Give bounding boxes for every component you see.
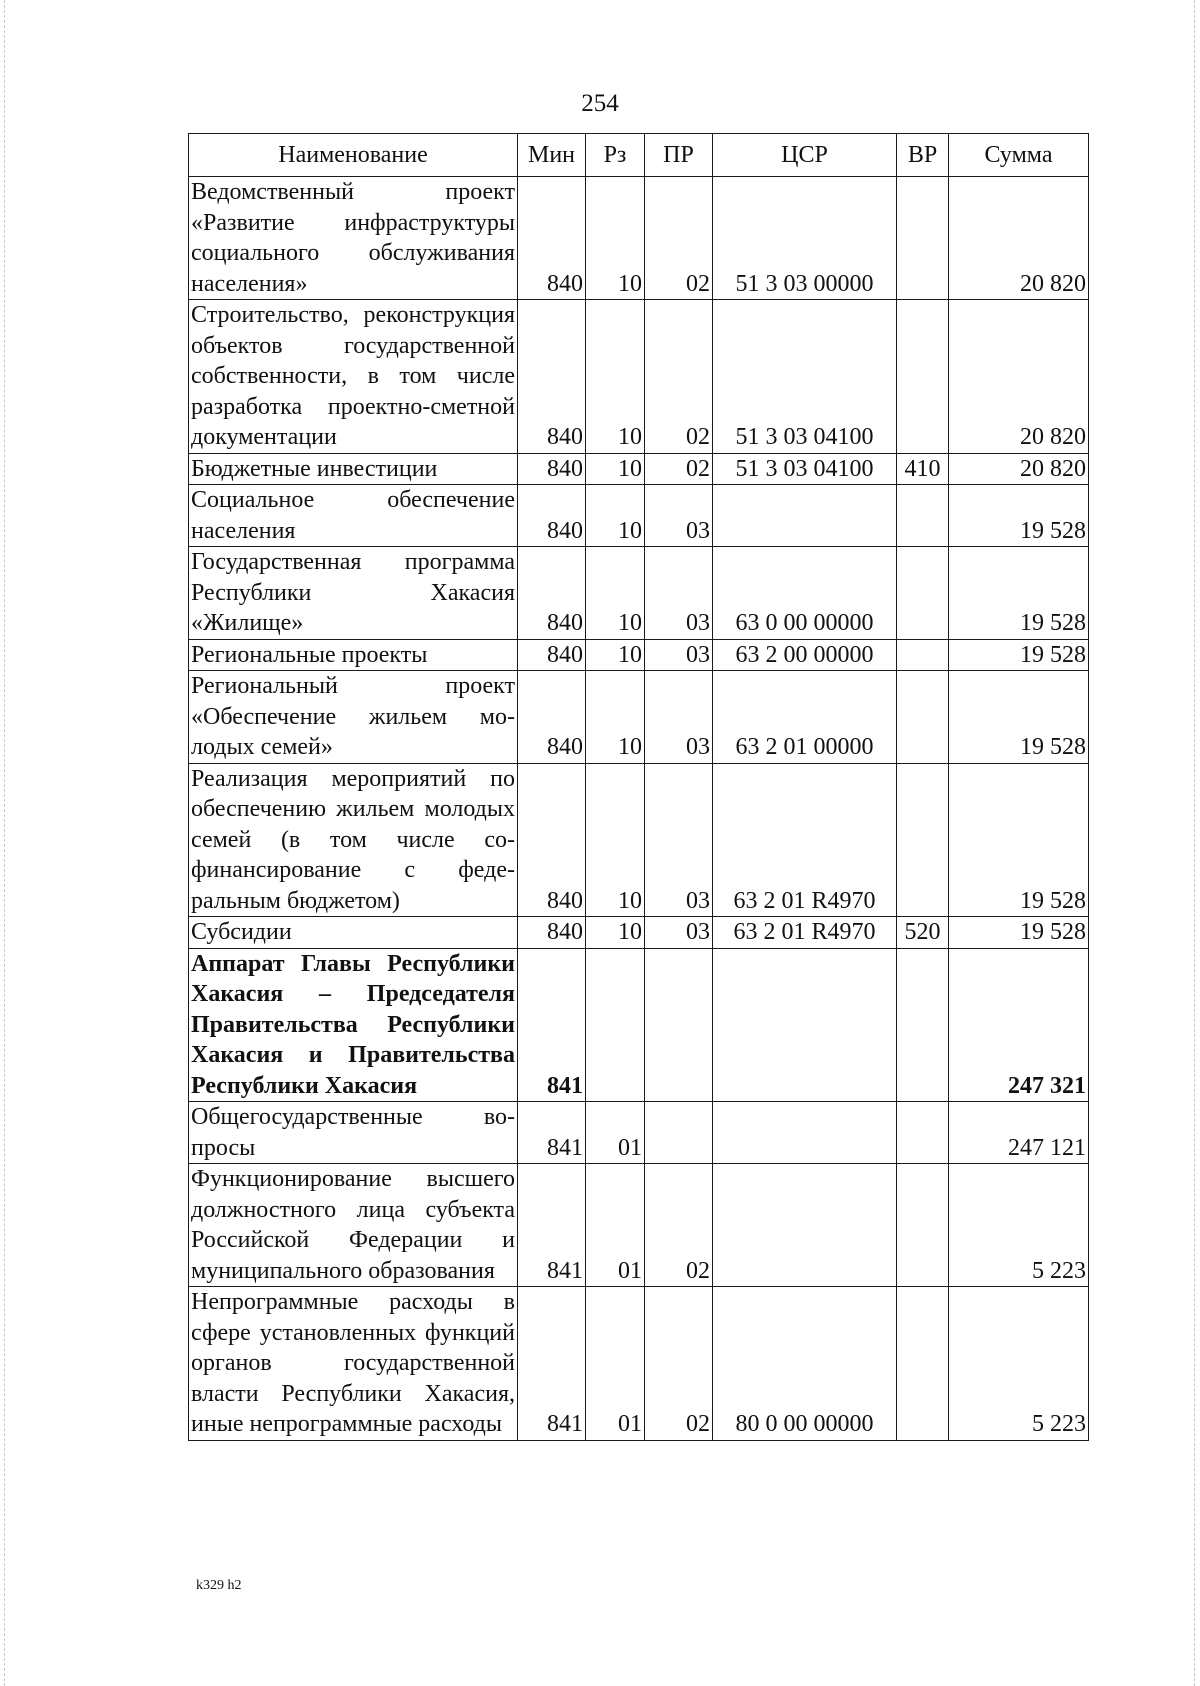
cell-pr: 03 xyxy=(645,547,713,640)
cell-rz: 01 xyxy=(586,1287,645,1441)
cell-rz: 10 xyxy=(586,763,645,917)
cell-name: Ведомственный проект «Развитие инфраструктуры социального обслуживания населения» xyxy=(189,177,518,300)
table-row xyxy=(189,917,1089,949)
cell-pr: 03 xyxy=(645,639,713,671)
cell-vr xyxy=(897,485,949,547)
cell-min: 840 xyxy=(518,300,586,454)
table-row xyxy=(189,177,1089,300)
cell-sum: 20 820 xyxy=(949,453,1089,485)
cell-vr xyxy=(897,671,949,764)
cell-min: 841 xyxy=(518,1102,586,1164)
cell-csr xyxy=(713,1164,897,1287)
header-sum: Сумма xyxy=(949,134,1089,177)
cell-vr xyxy=(897,547,949,640)
cell-sum: 247 321 xyxy=(949,948,1089,1102)
cell-name: Непрограммные расходы в сфере установленных функций органов государственной власти Республики Хакасия, иные непрограммные расходы xyxy=(189,1287,518,1441)
table-row xyxy=(189,671,1089,764)
cell-vr xyxy=(897,948,949,1102)
cell-vr xyxy=(897,1164,949,1287)
cell-rz xyxy=(586,948,645,1102)
table-row xyxy=(189,1102,1089,1164)
cell-min: 840 xyxy=(518,177,586,300)
table-row xyxy=(189,453,1089,485)
cell-vr: 520 xyxy=(897,917,949,949)
cell-name: Аппарат Главы Республики Хакасия – Председателя Правительства Республики Хакасия и Правительства Республики Хакасия xyxy=(189,948,518,1102)
cell-sum: 5 223 xyxy=(949,1287,1089,1441)
cell-rz: 10 xyxy=(586,639,645,671)
header-min: Мин xyxy=(518,134,586,177)
cell-rz: 10 xyxy=(586,453,645,485)
cell-name: Субсидии xyxy=(189,917,518,949)
cell-min: 840 xyxy=(518,453,586,485)
table-row xyxy=(189,485,1089,547)
cell-pr: 02 xyxy=(645,300,713,454)
cell-rz: 01 xyxy=(586,1164,645,1287)
table-row xyxy=(189,1287,1089,1441)
header-rz: Рз xyxy=(586,134,645,177)
cell-rz: 01 xyxy=(586,1102,645,1164)
cell-vr xyxy=(897,177,949,300)
cell-sum: 19 528 xyxy=(949,547,1089,640)
cell-sum: 19 528 xyxy=(949,917,1089,949)
header-vr: ВР xyxy=(897,134,949,177)
cell-csr: 51 3 03 04100 xyxy=(713,300,897,454)
cell-rz: 10 xyxy=(586,300,645,454)
cell-csr xyxy=(713,485,897,547)
cell-name: Бюджетные инвестиции xyxy=(189,453,518,485)
scan-edge-left xyxy=(4,0,6,1686)
cell-rz: 10 xyxy=(586,917,645,949)
cell-csr xyxy=(713,1102,897,1164)
header-pr: ПР xyxy=(645,134,713,177)
cell-vr xyxy=(897,1287,949,1441)
table-row xyxy=(189,948,1089,1102)
cell-rz: 10 xyxy=(586,485,645,547)
cell-sum: 19 528 xyxy=(949,763,1089,917)
cell-csr: 63 2 01 R4970 xyxy=(713,763,897,917)
cell-rz: 10 xyxy=(586,177,645,300)
table-row xyxy=(189,300,1089,454)
cell-min: 840 xyxy=(518,639,586,671)
header-row xyxy=(189,134,1089,177)
header-csr: ЦСР xyxy=(713,134,897,177)
cell-sum: 19 528 xyxy=(949,671,1089,764)
cell-pr: 03 xyxy=(645,763,713,917)
cell-csr: 51 3 03 04100 xyxy=(713,453,897,485)
cell-csr: 80 0 00 00000 xyxy=(713,1287,897,1441)
cell-name: Реализация мероприятий по обеспечению жильем молодых семей (в том числе софинансирование с федеральным бюджетом) xyxy=(189,763,518,917)
cell-min: 840 xyxy=(518,485,586,547)
cell-pr xyxy=(645,948,713,1102)
table-row xyxy=(189,639,1089,671)
cell-name: Государственная программа Республики Хакасия «Жилище» xyxy=(189,547,518,640)
cell-sum: 19 528 xyxy=(949,485,1089,547)
cell-csr: 63 0 00 00000 xyxy=(713,547,897,640)
cell-rz: 10 xyxy=(586,671,645,764)
cell-min: 841 xyxy=(518,948,586,1102)
cell-pr xyxy=(645,1102,713,1164)
cell-vr xyxy=(897,1102,949,1164)
cell-vr xyxy=(897,300,949,454)
cell-min: 840 xyxy=(518,763,586,917)
cell-csr xyxy=(713,948,897,1102)
cell-name: Строительство, реконструкция объектов государственной собственности, в том числе разработка проектно-сметной документации xyxy=(189,300,518,454)
cell-rz: 10 xyxy=(586,547,645,640)
cell-min: 841 xyxy=(518,1164,586,1287)
cell-csr: 51 3 03 00000 xyxy=(713,177,897,300)
cell-name: Социальное обеспечение населения xyxy=(189,485,518,547)
page-number: 254 xyxy=(581,90,619,117)
cell-sum: 20 820 xyxy=(949,177,1089,300)
cell-min: 840 xyxy=(518,671,586,764)
cell-csr: 63 2 01 R4970 xyxy=(713,917,897,949)
cell-name: Региональные проекты xyxy=(189,639,518,671)
cell-pr: 03 xyxy=(645,671,713,764)
cell-sum: 5 223 xyxy=(949,1164,1089,1287)
cell-sum: 19 528 xyxy=(949,639,1089,671)
cell-vr: 410 xyxy=(897,453,949,485)
table-row xyxy=(189,1164,1089,1287)
cell-csr: 63 2 01 00000 xyxy=(713,671,897,764)
cell-pr: 02 xyxy=(645,177,713,300)
cell-min: 840 xyxy=(518,917,586,949)
table-row xyxy=(189,547,1089,640)
cell-pr: 02 xyxy=(645,1287,713,1441)
cell-pr: 02 xyxy=(645,453,713,485)
document-code: k329 h2 xyxy=(196,1578,242,1593)
cell-vr xyxy=(897,639,949,671)
cell-min: 840 xyxy=(518,547,586,640)
cell-pr: 02 xyxy=(645,1164,713,1287)
cell-vr xyxy=(897,763,949,917)
header-name: Наименование xyxy=(189,134,518,177)
budget-table xyxy=(188,133,1089,1441)
cell-csr: 63 2 00 00000 xyxy=(713,639,897,671)
cell-name: Региональный проект «Обеспечение жильем молодых семей» xyxy=(189,671,518,764)
table-header xyxy=(189,134,1089,177)
cell-min: 841 xyxy=(518,1287,586,1441)
cell-pr: 03 xyxy=(645,485,713,547)
table-body xyxy=(189,177,1089,1441)
cell-pr: 03 xyxy=(645,917,713,949)
table-row xyxy=(189,763,1089,917)
cell-sum: 247 121 xyxy=(949,1102,1089,1164)
scan-edge-right xyxy=(1194,0,1196,1686)
cell-name: Функционирование высшего должностного лица субъекта Российской Федерации и муниципального образования xyxy=(189,1164,518,1287)
cell-sum: 20 820 xyxy=(949,300,1089,454)
cell-name: Общегосударственные вопросы xyxy=(189,1102,518,1164)
